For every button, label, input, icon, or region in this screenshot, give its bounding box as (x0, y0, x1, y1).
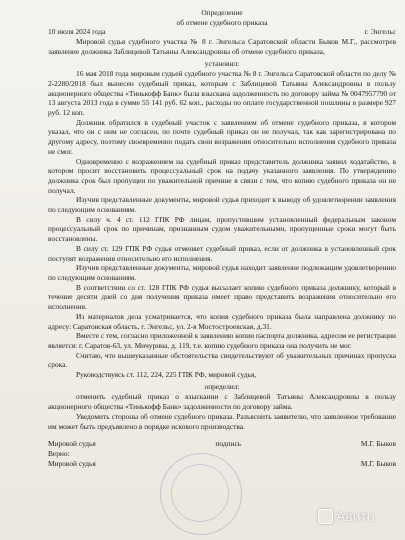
paragraph-12: Руководствуясь ст. 112, 224, 225 ГПК РФ, мировой судья, (76, 370, 257, 380)
document-title: Определение (201, 8, 243, 17)
signature-role: Мировой судья (48, 439, 96, 449)
signature-name: М.Г. Быков (360, 439, 396, 449)
avito-watermark (318, 508, 375, 524)
avito-logo-icon (318, 509, 333, 524)
paragraph-4: Изучив представленные документы, мировой судья приходит к выводу об удовлетворении заявления по следующим основаниям. (48, 195, 396, 215)
court-stamp (160, 453, 242, 535)
paragraph-5: В силу ч. 4 ст. 112 ГПК РФ лицам, пропустившим установленный федеральным законом процессуальный срок по причинам, признанным судом уважительными, пропущенные сроки могут быть восстановлены. (48, 214, 396, 244)
paragraph-14: Уведомить стороны об отмене судебного приказа. Разъяснить заявителю, что заявленное требование им может быть предъявлено в порядке искового производства. (48, 411, 396, 431)
paragraph-3: Одновременно с возражением на судебный приказ представитель должника заявил ходатайство, в котором просит восстановить процессуальный срок на подачу указанного заявления. По утверждению должника срок был пропущен по уважительной причине в связи с тем, что копию судебного приказа он не получал. (48, 156, 396, 195)
paragraph-8: В соответствии со ст. 128 ГПК РФ судья высылает копию судебного приказа должнику, который в течение десяти дней со дня получения приказа имеет право представить возражения относительно его исполнения. (48, 282, 396, 312)
signature-label: подпись (215, 439, 242, 449)
paragraph-13: отменить судебный приказ о взыскании с Заблицевой Татьяны Александровны в пользу акционерного общества «Тинькофф Банк» задолженности по договору займа. (48, 392, 396, 412)
date-city-row (48, 27, 396, 37)
established-heading: установил: (204, 58, 240, 68)
paragraph-7: Изучив представленные документы, мировой судья находит заявление подлежащим удовлетворению по следующим основаниям. (48, 263, 396, 282)
watermark-text: Авито (336, 508, 375, 524)
paragraph-1: 16 мая 2018 года мировым судьей судебного участка № 8 г. Энгельса Саратовской области по делу № 2-2280/2018 был вынесен судебный приказ, которым с Заблицевой Татьяны Александровны в пользу акционерного общества «Тинькофф Банк» была взыскана задолженность по договору займа № 0047957790 от 13 августа 2013 года в сумме 55 141 руб. 62 коп., расходы по оплате государственной пошлины в размере 927 руб. 12 коп. (48, 69, 396, 118)
true-copy-label: Верно: (48, 448, 70, 458)
paragraph-2: Должник обратился в судебный участок с заявлением об отмене судебного приказа, в котором указал, что он с ним не согласен, по почте судебный приказ он не получал, так как зарегистрирована по другому адресу, поэтому своевременно подать свои возражения относительно исполнения судебного приказа не смог. (48, 117, 396, 156)
determined-heading: определил: (204, 381, 240, 391)
copy-role: Мировой судья (48, 458, 96, 468)
paragraph-6: В силу ст. 129 ГПК РФ судья отменяет судебный приказ, если от должника в установленный срок поступят возражения относительно его исполнения. (48, 243, 396, 263)
signature-row (48, 439, 396, 449)
paragraph-11: Считаю, что вышеуказанные обстоятельства свидетельствуют об уважительных причинах пропуска срока. (48, 350, 396, 370)
document-city: г. Энгельс (364, 27, 396, 37)
paragraph-9: Из материалов дела усматривается, что копия судебного приказа была направлена должнику по адресу: Саратовская область, г. Энгельс, ул. 2-я Мостостроевская, д.31. (48, 311, 396, 331)
document-date: 10 июля 2024 года (48, 27, 106, 37)
paragraph-10: Вместе с тем, согласно приложенной к заявлению копии паспорта должника, адресом ее регистрации является: г. Саратов-63, ул. Мичурина, д. 119, т.е. копию судебного приказа она получить не мог. (48, 331, 397, 350)
copy-name: М.Г. Быков (360, 458, 396, 468)
court-ruling-document (48, 8, 396, 468)
document-subtitle: об отмене судебного приказа (176, 17, 268, 27)
intro-paragraph: Мировой судья судебного участка № 8 г. Энгельса Саратовской области Быков М.Г., рассмотрев заявление должника Заблицевой Татьяны Александровны об отмене судебного приказа, (48, 37, 396, 56)
